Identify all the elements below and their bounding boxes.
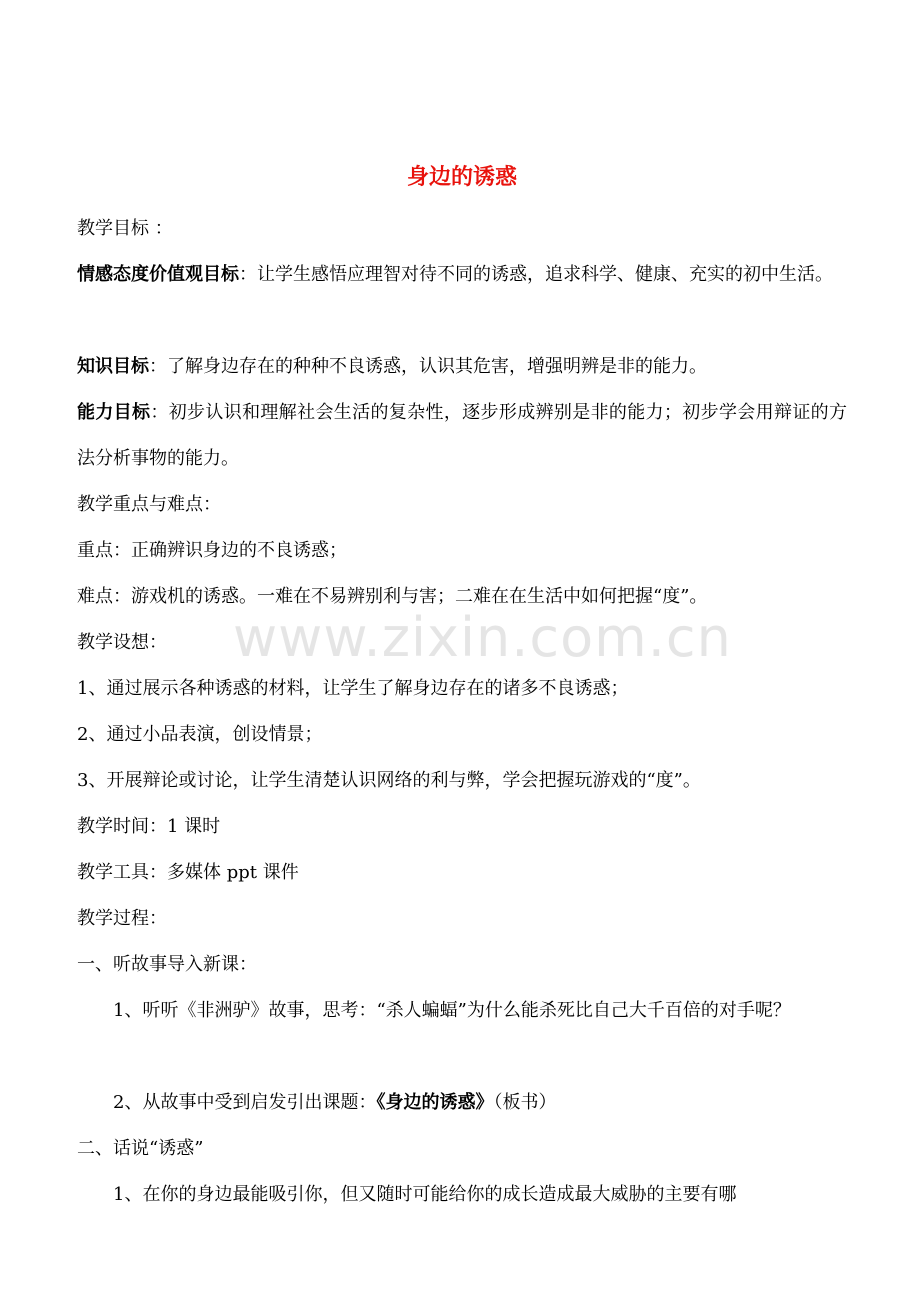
ability-goal-text: ：初步认识和理解社会生活的复杂性，逐步形成辨别是非的能力；初步学会用辩证的方法分析事物的能力。 [77, 402, 848, 469]
section-1-item-1: 1、听听《非洲驴》故事，思考：“杀人蝙蝠”为什么能杀死比自己大千百倍的对手呢？ [113, 1000, 791, 1021]
ability-goal-paragraph [77, 390, 847, 482]
plan-item-1: 1、通过展示各种诱惑的材料，让学生了解身边存在的诸多不良诱惑； [77, 678, 629, 699]
section-1-heading: 一、听故事导入新课： [77, 954, 257, 975]
key-points-heading: 教学重点与难点： [77, 494, 221, 515]
document-title: 身边的诱惑 [406, 165, 517, 190]
section-1-item-2 [77, 1080, 847, 1126]
section-2-heading: 二、话说“诱惑” [77, 1138, 204, 1159]
teaching-tools: 教学工具：多媒体 ppt 课件 [77, 862, 299, 883]
section-2-item-1: 1、在你的身边最能吸引你，但又随时可能给你的成长造成最大威胁的主要有哪 [113, 1184, 737, 1205]
teaching-time: 教学时间：1 课时 [77, 816, 221, 837]
difficult-point-line: 难点：游戏机的诱惑。一难在不易辨别利与害；二难在在生活中如何把握“度”。 [77, 586, 708, 607]
emotion-goal-text: ：让学生感悟应理智对待不同的诱惑，追求科学、健康、充实的初中生活。 [239, 264, 833, 285]
item-2-text: 2、从故事中受到启发引出课题： [113, 1092, 377, 1113]
teaching-process-heading: 教学过程： [77, 908, 167, 929]
plan-item-2: 2、通过小品表演，创设情景； [77, 724, 323, 745]
emotion-goal-label: 情感态度价值观目标 [77, 264, 239, 285]
teaching-plan-heading: 教学设想： [77, 632, 167, 653]
plan-item-3: 3、开展辩论或讨论，让学生清楚认识网络的利与弊，学会把握玩游戏的“度”。 [77, 770, 701, 791]
lesson-title-emphasis: 《身边的诱惑》 [376, 1092, 494, 1113]
knowledge-goal-paragraph [77, 344, 847, 390]
emotion-goal-paragraph [77, 252, 847, 298]
ability-goal-label: 能力目标 [77, 402, 151, 423]
watermark: www.zixin.com.cn [233, 606, 732, 669]
key-point-line: 重点：正确辨识身边的不良诱惑； [77, 540, 347, 561]
knowledge-goal-label: 知识目标 [77, 356, 149, 377]
knowledge-goal-text: ：了解身边存在的种种不良诱惑，认识其危害，增强明辨是非的能力。 [149, 356, 707, 377]
teaching-goals-heading: 教学目标 ： [77, 218, 173, 239]
blackboard-note: （板书） [493, 1092, 557, 1113]
